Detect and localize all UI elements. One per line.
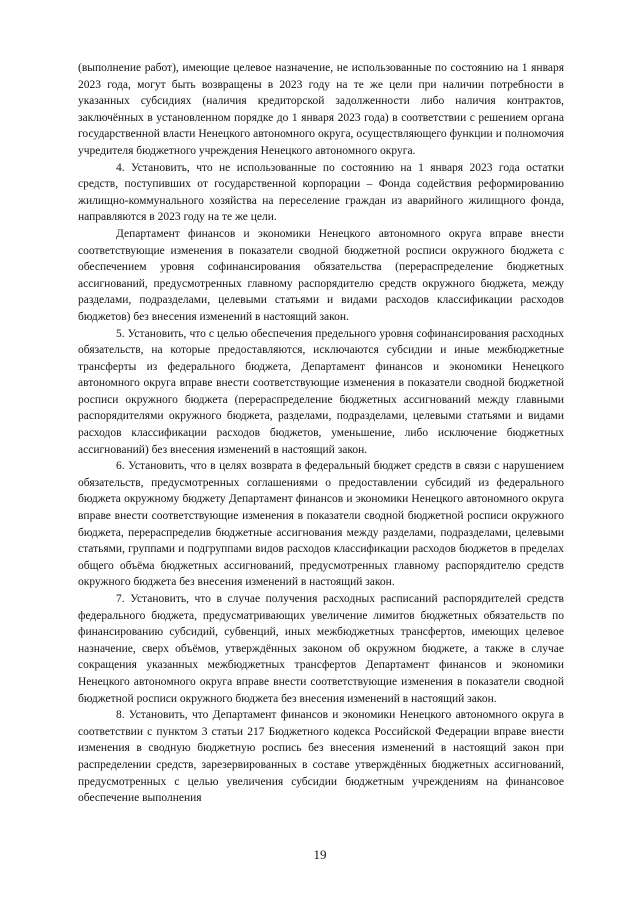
paragraph-item-8: 8. Установить, что Департамент финансов и экономики Ненецкого автономного округа в соответствии с пунктом 3 статьи 217 Бюджетного кодекса Российской Федерации вправе внести изменения в сводную бюджетную роспись без внесения изменений в настоящий закон при распределении средств, зарезервированных в составе утверждённых бюджетных ассигнований, предусмотренных с целью увеличения субсидии бюджетным учреждениям на финансовое обеспечение выполнения — [78, 709, 564, 805]
document-body — [78, 60, 564, 807]
page-number: 19 — [313, 847, 327, 862]
paragraph-item-7: 7. Установить, что в случае получения расходных расписаний распорядителей средств федерального бюджета, предусматривающих увеличение лимитов бюджетных обязательств по финансированию субсидий, субвенций, иных межбюджетных трансфертов, имеющих целевое назначение, сверх объёмов, утверждённых законом об окружном бюджете, а также в случае сокращения указанных межбюджетных трансфертов Департамент финансов и экономики Ненецкого автономного округа вправе внести соответствующие изменения в показатели сводной бюджетной росписи окружного бюджета без внесения изменений в настоящий закон. — [78, 593, 564, 705]
paragraph-item-6: 6. Установить, что в целях возврата в федеральный бюджет средств в связи с нарушением обязательств, предусмотренных соглашениями о предоставлении субсидий из федерального бюджета окружному бюджету Департамент финансов и экономики Ненецкого автономного округа вправе внести соответствующие изменения в показатели сводной бюджетной росписи окружного бюджета, перераспределив бюджетные ассигнования между разделами, подразделами, целевыми статьями, группами и подгруппами видов расходов классификации расходов бюджетов в пределах общего объёма бюджетных ассигнований, предусмотренных главному распорядителю средств окружного бюджета без внесения изменений в настоящий закон. — [78, 460, 564, 589]
paragraph-item-5: 5. Установить, что с целью обеспечения предельного уровня софинансирования расходных обязательств, на которые предоставляются, исключаются субсидии и иные межбюджетные трансферты из федерального бюджета, Департамент финансов и экономики Ненецкого автономного округа вправе внести соответствующие изменения в показатели сводной бюджетной росписи окружного бюджета (перераспределение бюджетных ассигнований между главными распорядителями окружного бюджета, разделами, подразделами, целевыми статьями и видами расходов классификации расходов бюджетов, уменьшение, либо исключение бюджетных ассигнований) без внесения изменений в настоящий закон. — [78, 327, 564, 456]
paragraph-item-4: 4. Установить, что не использованные по состоянию на 1 января 2023 года остатки средств, поступивших от государственной корпорации – Фонда содействия реформированию жилищно-коммунального хозяйства на переселение граждан из аварийного жилищного фонда, направляются в 2023 году на те же цели. — [78, 161, 564, 224]
paragraph-continuation: (выполнение работ), имеющие целевое назначение, не использованные по состоянию на 1 января 2023 года, могут быть возвращены в 2023 году на те же цели при наличии потребности в указанных субсидиях (наличия кредиторской задолженности либо наличия контрактов, заключённых в установленном порядке до 1 января 2023 года) в соответствии с решением органа государственной власти Ненецкого автономного округа, осуществляющего функции и полномочия учредителя бюджетного учреждения Ненецкого автономного округа. — [78, 62, 564, 157]
paragraph-department-rights: Департамент финансов и экономики Ненецкого автономного округа вправе внести соответствующие изменения в показатели сводной бюджетной росписи окружного бюджета с обеспечением уровня софинансирования обязательства (перераспределение бюджетных ассигнований, предусмотренных главному распорядителю средств окружного бюджета, между разделами, подразделами, целевыми статьями и видами расходов классификации расходов бюджетов) без внесения изменений в настоящий закон. — [78, 227, 564, 323]
